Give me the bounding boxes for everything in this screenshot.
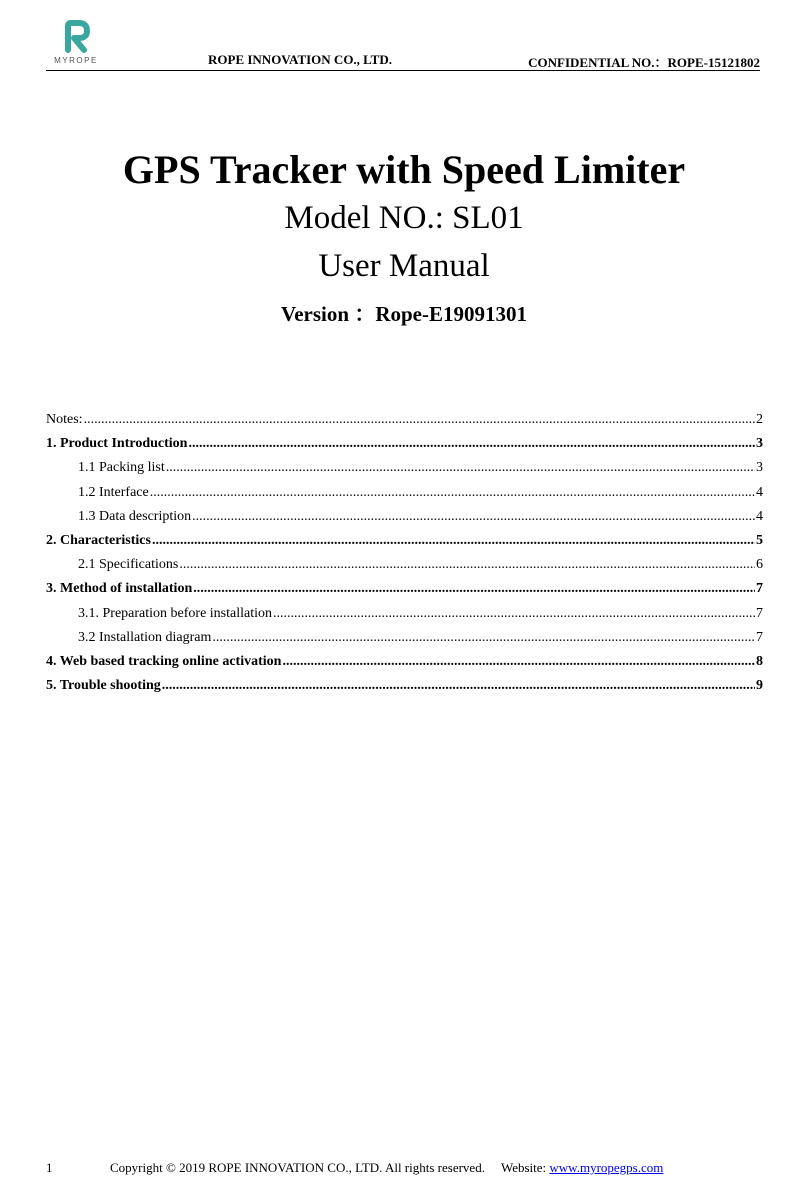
website-link[interactable]: www.myropegps.com: [549, 1160, 664, 1175]
toc-dot-leader: [162, 678, 755, 694]
toc-entry-page: 7: [756, 629, 763, 645]
toc-dot-leader: [84, 412, 755, 428]
toc-entry-label: 5. Trouble shooting: [46, 678, 161, 694]
toc-entry[interactable]: [46, 533, 763, 557]
toc-entry[interactable]: [46, 557, 763, 581]
toc-entry[interactable]: [46, 678, 763, 702]
document-title: GPS Tracker with Speed Limiter: [122, 147, 686, 192]
toc-entry-page: 5: [756, 532, 763, 548]
toc-dot-leader: [150, 485, 755, 501]
toc-entry-label: 2. Characteristics: [46, 532, 151, 548]
toc-entry-page: 3: [756, 436, 763, 452]
toc-dot-leader: [282, 654, 755, 670]
toc-entry-label: 3.2 Installation diagram: [78, 629, 212, 645]
version-line: Version ：Rope-E19091301: [281, 302, 527, 326]
toc-entry[interactable]: [46, 581, 763, 605]
toc-entry-label: 2.1 Specifications: [78, 557, 179, 573]
toc-entry-label: 4. Web based tracking online activation: [46, 653, 282, 669]
header-divider: [46, 70, 760, 71]
toc-entry-label: 1. Product Introduction: [46, 436, 188, 452]
logo-wordmark: MYROPE: [54, 56, 98, 65]
toc-entry-page: 4: [756, 484, 763, 500]
toc-entry-page: 3: [756, 460, 763, 476]
toc-dot-leader: [188, 436, 755, 452]
toc-entry[interactable]: [46, 460, 763, 484]
toc-entry-page: 7: [756, 581, 763, 597]
toc-entry[interactable]: [46, 509, 763, 533]
toc-dot-leader: [179, 557, 755, 573]
toc-entry-page: 9: [756, 678, 763, 694]
manual-label: User Manual: [318, 248, 490, 284]
toc-dot-leader: [273, 606, 755, 622]
toc-entry-label: 3. Method of installation: [46, 581, 193, 597]
toc-entry-page: 8: [756, 653, 763, 669]
toc-entry[interactable]: [46, 606, 763, 630]
header-confidential-number: CONFIDENTIAL NO.：ROPE-15121802: [528, 55, 760, 70]
toc-dot-leader: [152, 533, 755, 549]
toc-entry[interactable]: [46, 485, 763, 509]
toc-entry-label: 3.1. Preparation before installation: [78, 605, 272, 621]
copyright-text: Copyright © 2019 ROPE INNOVATION CO., LTD. All rights reserved.: [110, 1160, 485, 1175]
toc-entry-label: Notes:: [46, 412, 83, 427]
website-label: Website:: [500, 1160, 547, 1175]
toc-dot-leader: [166, 460, 755, 476]
toc-entry[interactable]: [46, 630, 763, 654]
toc-entry-page: 2: [756, 412, 763, 427]
page-number: 1: [46, 1160, 53, 1175]
toc-entry-page: 4: [756, 508, 763, 524]
toc-dot-leader: [193, 581, 755, 597]
toc-entry[interactable]: [46, 654, 763, 678]
toc-entry[interactable]: [46, 412, 763, 436]
toc-entry-page: 7: [756, 605, 763, 621]
model-number: Model NO.: SL01: [284, 200, 524, 236]
footer-copyright-line: [110, 1160, 663, 1176]
toc-entry[interactable]: [46, 436, 763, 460]
toc-entry-label: 1.2 Interface: [78, 484, 149, 500]
rope-logo-icon: [59, 20, 93, 54]
toc-entry-label: 1.1 Packing list: [78, 460, 165, 476]
table-of-contents: [46, 412, 763, 702]
toc-entry-label: 1.3 Data description: [78, 508, 192, 524]
toc-entry-page: 6: [756, 557, 763, 573]
company-logo: [52, 20, 100, 68]
toc-dot-leader: [212, 630, 755, 646]
toc-dot-leader: [192, 509, 755, 525]
header-company: ROPE INNOVATION CO., LTD.: [208, 52, 392, 67]
